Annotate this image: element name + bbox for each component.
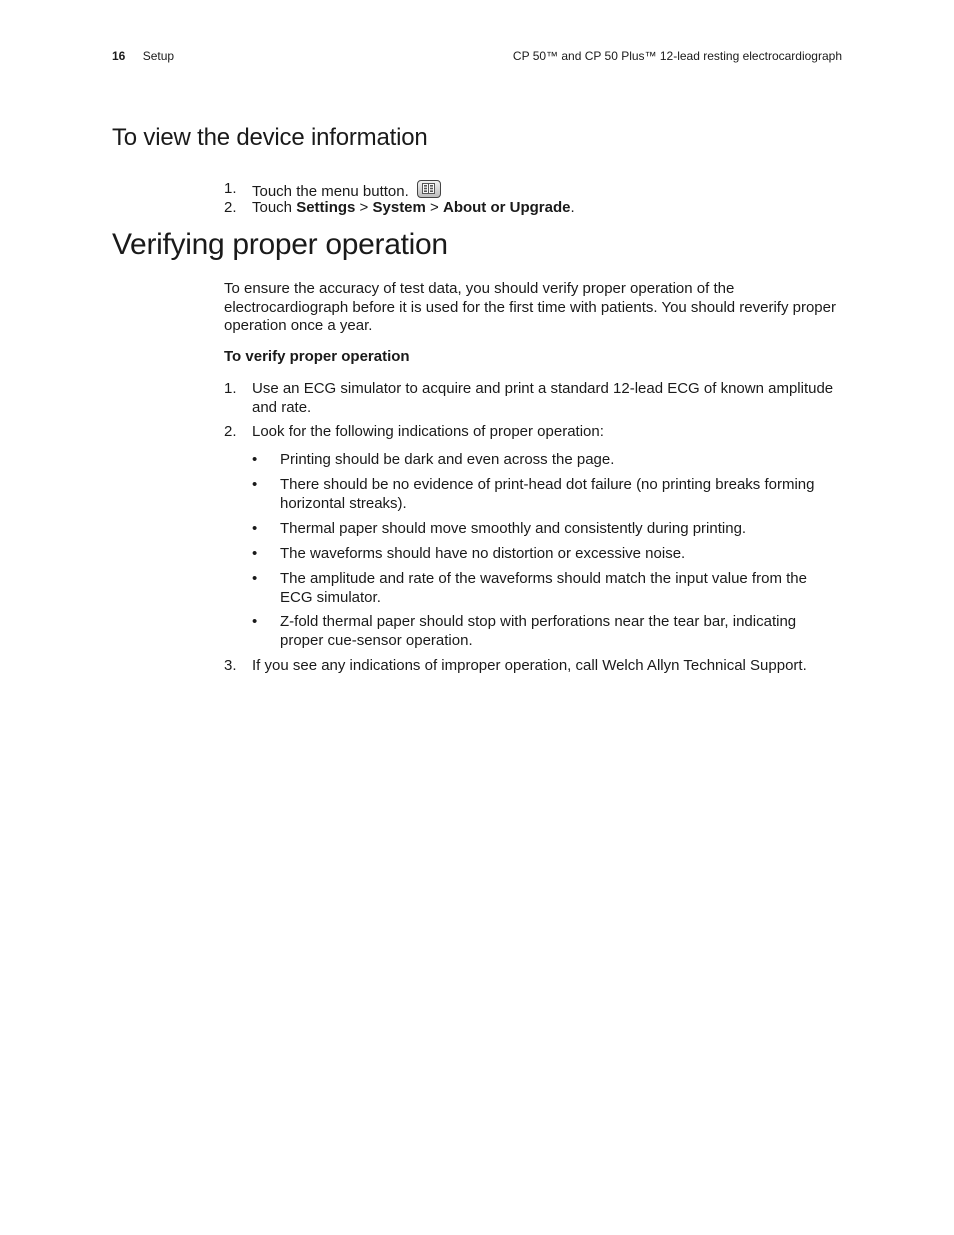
section-name: Setup [142, 49, 175, 63]
step-number: 1. [224, 180, 237, 197]
bullet-marker: • [252, 545, 258, 562]
verify-intro: To ensure the accuracy of test data, you should verify proper operation of the electrocardiograph before it is used for the first time with patients. You should reverify proper operation once a year. [224, 280, 836, 334]
settings-label: Settings [296, 199, 356, 216]
bullet-marker: • [252, 613, 258, 630]
verify-subheading: To verify proper operation [224, 348, 410, 365]
step-number: 2. [224, 423, 237, 440]
system-label: System [372, 199, 426, 216]
bullet-text: The amplitude and rate of the waveforms should match the input value from the ECG simulator. [280, 570, 807, 606]
bullet-marker: • [252, 570, 258, 587]
bullet-marker: • [252, 476, 258, 493]
step-text: Touch the menu button. [252, 183, 409, 200]
about-or-upgrade-label: About or Upgrade [442, 199, 571, 216]
step-text: Look for the following indications of proper operation: [252, 423, 604, 440]
step-number: 1. [224, 380, 237, 397]
document-title: CP 50™ and CP 50 Plus™ 12-lead resting electrocardiograph [512, 49, 842, 63]
step-text: If you see any indications of improper operation, call Welch Allyn Technical Support. [252, 657, 807, 674]
bullet-text: Printing should be dark and even across the page. [280, 451, 615, 468]
device-info-heading: To view the device information [112, 124, 428, 151]
bullet-text: Thermal paper should move smoothly and consistently during printing. [280, 520, 747, 537]
verify-heading: Verifying proper operation [112, 228, 448, 261]
page-number: 16 [112, 49, 126, 63]
page-header-left [112, 49, 174, 63]
step-number: 3. [224, 657, 237, 674]
bullet-text: Z-fold thermal paper should stop with perforations near the tear bar, indicating proper cue-sensor operation. [280, 613, 797, 649]
bullet-text: The waveforms should have no distortion or excessive noise. [280, 545, 686, 562]
step-number: 2. [224, 199, 237, 216]
bullet-marker: • [252, 451, 258, 468]
bullet-marker: • [252, 520, 258, 537]
bullet-text: There should be no evidence of print-head dot failure (no printing breaks forming horizontal streaks). [280, 476, 815, 512]
menu-button-icon [417, 180, 441, 198]
step-text: Touch Settings > System > About or Upgrade. [252, 199, 575, 216]
step-text: Use an ECG simulator to acquire and print a standard 12-lead ECG of known amplitude and rate. [252, 380, 834, 416]
